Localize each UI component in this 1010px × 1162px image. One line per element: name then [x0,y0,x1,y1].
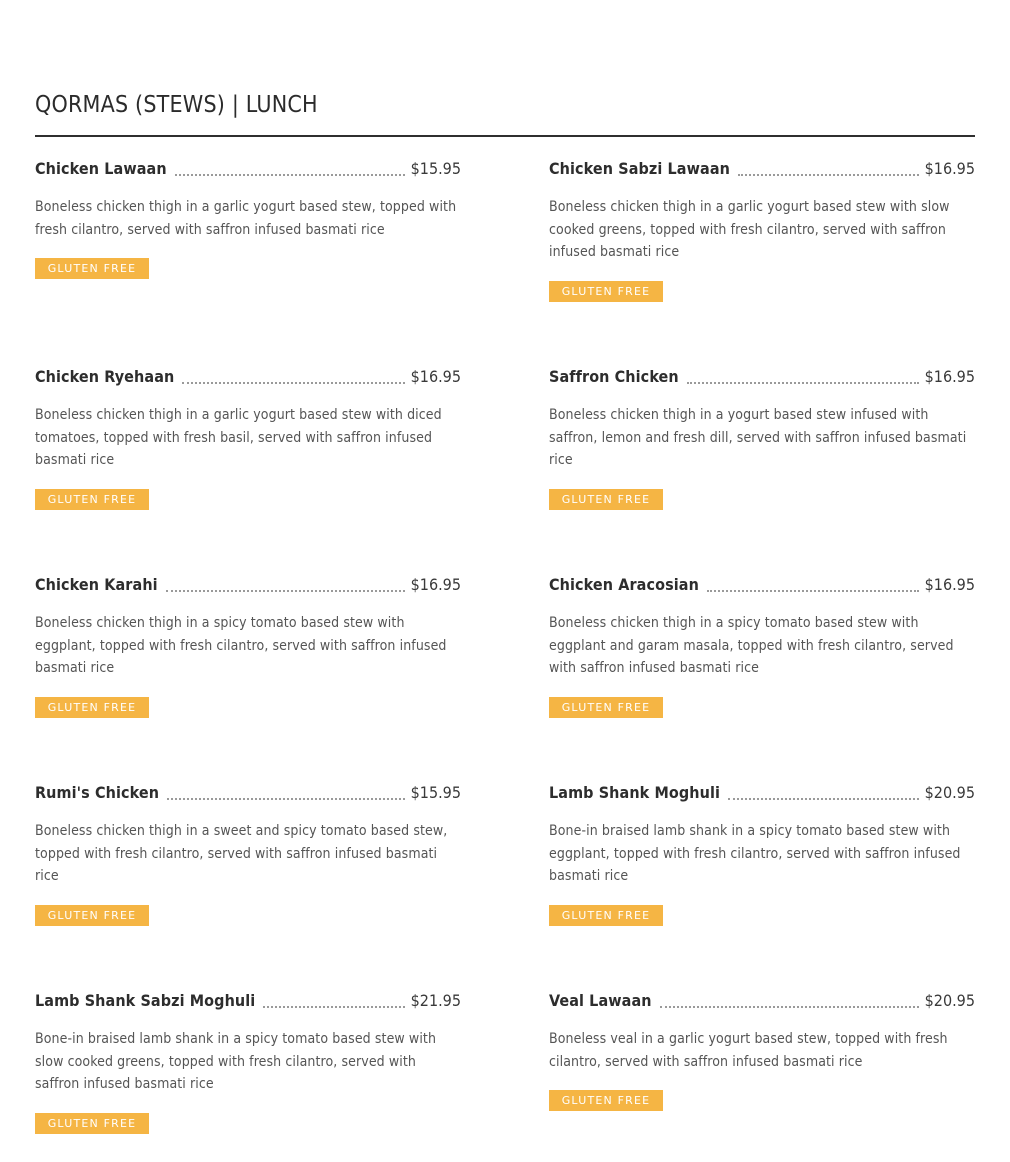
menu-item-header [35,783,461,805]
menu-item-price: $16.95 [924,367,975,386]
menu-item-price: $16.95 [924,159,975,178]
dotted-leader [728,798,919,800]
menu-item [35,367,461,510]
menu-item-name: Chicken Sabzi Lawaan [549,159,730,178]
menu-item-name: Rumi's Chicken [35,783,160,802]
menu-item-price: $16.95 [924,575,975,594]
gluten-free-badge: GLUTEN FREE [549,489,663,510]
menu-item-header [549,575,975,597]
dotted-leader [707,590,919,592]
gluten-free-badge: GLUTEN FREE [35,258,149,279]
menu-item-description: Boneless chicken thigh in a sweet and spicy tomato based stew, topped with fresh cilantro, served with saffron infused basmati rice [35,823,448,884]
gluten-free-badge: GLUTEN FREE [35,489,149,510]
gluten-free-badge: GLUTEN FREE [35,1113,149,1134]
menu-item [549,783,975,926]
menu-item-description: Bone-in braised lamb shank in a spicy tomato based stew with slow cooked greens, topped with fresh cilantro, served with saffron infused basmati rice [35,1031,437,1092]
section-title: QORMAS (STEWS) | LUNCH [35,92,318,118]
menu-item-description: Boneless chicken thigh in a spicy tomato based stew with eggplant, topped with fresh cilantro, served with saffron infused basmati rice [35,615,447,676]
section-divider [35,135,975,137]
menu-item-description: Boneless chicken thigh in a garlic yogurt based stew, topped with fresh cilantro, served with saffron infused basmati rice [35,199,457,238]
menu-item-name: Lamb Shank Moghuli [549,783,721,802]
menu-item-description: Boneless chicken thigh in a spicy tomato based stew with eggplant and garam masala, topped with fresh cilantro, served with saffron infused basmati rice [549,615,954,676]
menu-item-header [35,575,461,597]
menu-item-description: Bone-in braised lamb shank in a spicy tomato based stew with eggplant, topped with fresh cilantro, served with saffron infused basmati rice [549,823,961,884]
menu-item-name: Lamb Shank Sabzi Moghuli [35,991,256,1010]
menu-item-header [549,367,975,389]
menu-item-price: $16.95 [410,575,461,594]
menu-item-header [549,159,975,181]
dotted-leader [263,1006,404,1008]
dotted-leader [166,590,405,592]
menu-item-description: Boneless veal in a garlic yogurt based stew, topped with fresh cilantro, served with saffron infused basmati rice [549,1031,948,1070]
menu-item-header [35,367,461,389]
menu-item-name: Chicken Ryehaan [35,367,175,386]
gluten-free-badge: GLUTEN FREE [549,281,663,302]
menu-item-price: $15.95 [410,159,461,178]
menu-item [549,159,975,302]
gluten-free-badge: GLUTEN FREE [35,905,149,926]
menu-item [549,991,975,1111]
dotted-leader [175,174,405,176]
menu-item [549,367,975,510]
menu-item-price: $20.95 [924,783,975,802]
gluten-free-badge: GLUTEN FREE [549,1090,663,1111]
menu-item-header [549,991,975,1013]
menu-item-name: Veal Lawaan [549,991,652,1010]
gluten-free-badge: GLUTEN FREE [35,697,149,718]
menu-item-name: Chicken Karahi [35,575,158,594]
menu-item-price: $21.95 [410,991,461,1010]
menu-item-description: Boneless chicken thigh in a yogurt based stew infused with saffron, lemon and fresh dill, served with saffron infused basmati rice [549,407,967,468]
menu-item [35,159,461,279]
dotted-leader [738,174,919,176]
menu-item [549,575,975,718]
menu-item [35,783,461,926]
menu-item-price: $16.95 [410,367,461,386]
menu-item-description: Boneless chicken thigh in a garlic yogurt based stew with diced tomatoes, topped with fresh basil, served with saffron infused basmati rice [35,407,442,468]
menu-item-header [35,991,461,1013]
menu-item-header [549,783,975,805]
menu-item-name: Chicken Aracosian [549,575,699,594]
menu-item-price: $15.95 [410,783,461,802]
gluten-free-badge: GLUTEN FREE [549,697,663,718]
dotted-leader [687,382,919,384]
menu-item-description: Boneless chicken thigh in a garlic yogurt based stew with slow cooked greens, topped with fresh cilantro, served with saffron infused basmati rice [549,199,950,260]
menu-item [35,575,461,718]
menu-item-name: Chicken Lawaan [35,159,167,178]
dotted-leader [167,798,405,800]
dotted-leader [182,382,404,384]
dotted-leader [660,1006,919,1008]
menu-item-price: $20.95 [924,991,975,1010]
menu-item-header [35,159,461,181]
gluten-free-badge: GLUTEN FREE [549,905,663,926]
menu-item [35,991,461,1134]
menu-item-name: Saffron Chicken [549,367,679,386]
